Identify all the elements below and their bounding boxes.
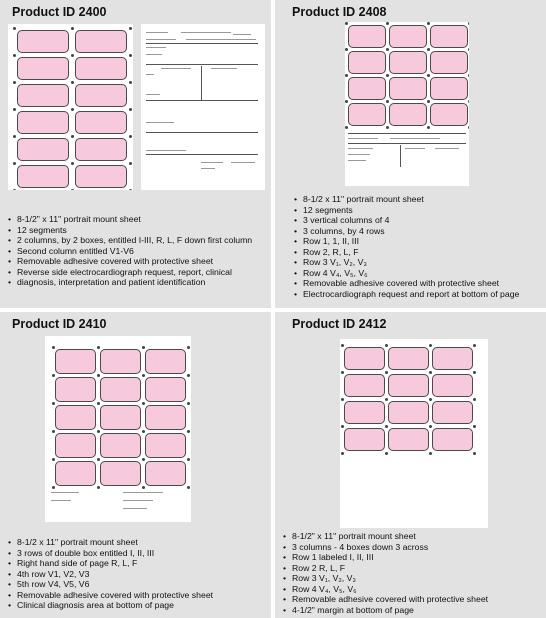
registration-mark xyxy=(386,100,389,103)
form-line xyxy=(186,39,256,40)
feature-item: • Clinical diagnosis area at bottom of page xyxy=(8,600,213,611)
registration-mark xyxy=(345,74,348,77)
registration-mark xyxy=(187,374,190,377)
registration-mark xyxy=(187,458,190,461)
registration-mark xyxy=(13,162,16,165)
registration-mark xyxy=(97,430,100,433)
mount-segment xyxy=(348,77,386,100)
form-line xyxy=(201,162,223,163)
feature-item: • 3 rows of double box entitled I, II, III xyxy=(8,548,213,559)
mount-segment xyxy=(55,349,96,374)
form-divider xyxy=(400,145,401,167)
mount-segment xyxy=(344,428,385,451)
registration-mark xyxy=(187,402,190,405)
feature-item: • Row 2, R, L, F xyxy=(294,247,519,258)
form-line xyxy=(161,68,191,69)
mount-segment xyxy=(75,57,127,80)
form-line xyxy=(146,39,176,40)
form-line xyxy=(390,138,440,139)
feature-item: • 8-1/2 x 11" portrait mount sheet xyxy=(8,537,213,548)
form-line xyxy=(146,122,174,123)
form-line xyxy=(123,492,163,493)
mount-segment xyxy=(344,374,385,397)
form-line xyxy=(405,148,425,149)
registration-mark xyxy=(97,374,100,377)
mount-segment xyxy=(389,25,427,48)
registration-mark xyxy=(468,74,469,77)
registration-mark xyxy=(13,27,16,30)
registration-mark xyxy=(468,22,469,25)
registration-mark xyxy=(473,398,476,401)
mount-segment xyxy=(432,428,473,451)
registration-mark xyxy=(345,22,348,25)
mount-segment xyxy=(55,433,96,458)
registration-mark xyxy=(429,371,432,374)
feature-item: • Removable adhesive covered with protective sheet xyxy=(294,278,519,289)
form-line xyxy=(231,162,255,163)
registration-mark xyxy=(341,452,344,455)
registration-mark xyxy=(142,374,145,377)
feature-item-continued: • diagnosis, interpretation and patient identification xyxy=(8,277,252,288)
registration-mark xyxy=(427,74,430,77)
form-line xyxy=(211,68,237,69)
registration-mark xyxy=(13,189,16,191)
registration-mark xyxy=(52,402,55,405)
registration-mark xyxy=(385,344,388,347)
mount-segment xyxy=(100,377,141,402)
registration-mark xyxy=(473,425,476,428)
mount-segment xyxy=(430,103,468,126)
registration-mark xyxy=(97,346,100,349)
product-title: Product ID 2412 xyxy=(292,317,387,331)
registration-mark xyxy=(142,346,145,349)
registration-mark xyxy=(71,54,74,57)
registration-mark xyxy=(71,81,74,84)
mount-segment xyxy=(388,374,429,397)
registration-mark xyxy=(385,398,388,401)
registration-mark xyxy=(52,486,55,489)
feature-item: • 8-1/2 x 11" portrait mount sheet xyxy=(294,194,519,205)
registration-mark xyxy=(129,135,132,138)
mount-segment xyxy=(17,165,69,188)
mount-segment xyxy=(145,405,186,430)
registration-mark xyxy=(386,48,389,51)
registration-mark xyxy=(386,74,389,77)
registration-mark xyxy=(386,22,389,25)
feature-item: • Reverse side electrocardiograph request, report, clinical xyxy=(8,267,252,278)
feature-item: • Row 4 V₄, V₅, V₆ xyxy=(283,584,488,595)
registration-mark xyxy=(129,189,132,191)
feature-item: • Row 1, 1, II, III xyxy=(294,236,519,247)
form-line xyxy=(146,54,162,55)
mount-segment xyxy=(75,111,127,134)
registration-mark xyxy=(187,346,190,349)
form-line xyxy=(348,138,378,139)
mount-segment xyxy=(75,138,127,161)
mount-segment xyxy=(55,461,96,486)
feature-item: • 4-1/2" margin at bottom of page xyxy=(283,605,488,616)
registration-mark xyxy=(13,81,16,84)
registration-mark xyxy=(427,22,430,25)
feature-item: • 2 columns, by 2 boxes, entitled I-III, R, L, F down first column xyxy=(8,235,252,246)
feature-list xyxy=(283,531,488,615)
registration-mark xyxy=(429,398,432,401)
mount-segment xyxy=(145,433,186,458)
registration-mark xyxy=(71,27,74,30)
registration-mark xyxy=(129,162,132,165)
registration-mark xyxy=(97,458,100,461)
mount-segment xyxy=(430,77,468,100)
feature-item: • Removable adhesive covered with protective sheet xyxy=(8,256,252,267)
registration-mark xyxy=(341,425,344,428)
feature-list xyxy=(294,194,519,299)
feature-item: • Removable adhesive covered with protective sheet xyxy=(8,590,213,601)
registration-mark xyxy=(468,126,469,129)
registration-mark xyxy=(97,486,100,489)
form-line xyxy=(51,500,71,501)
feature-item: • 8-1/2" x 11" portrait mount sheet xyxy=(8,214,252,225)
feature-item: • 12 segments xyxy=(8,225,252,236)
mount-segment xyxy=(55,377,96,402)
registration-mark xyxy=(142,486,145,489)
registration-mark xyxy=(129,27,132,30)
mount-segment xyxy=(145,349,186,374)
registration-mark xyxy=(71,135,74,138)
registration-mark xyxy=(341,344,344,347)
form-line xyxy=(181,32,231,33)
mount-segment xyxy=(388,428,429,451)
feature-item: • 3 vertical columns of 4 xyxy=(294,215,519,226)
form-rule xyxy=(146,64,258,65)
form-rule xyxy=(146,100,258,101)
mount-segment xyxy=(17,30,69,53)
registration-mark xyxy=(385,425,388,428)
form-rule xyxy=(146,154,258,155)
form-rule xyxy=(348,133,466,134)
mount-segment xyxy=(75,30,127,53)
form-rule xyxy=(348,143,466,144)
registration-mark xyxy=(427,126,430,129)
mount-segment xyxy=(432,374,473,397)
feature-item: • Second column entitled V1-V6 xyxy=(8,246,252,257)
registration-mark xyxy=(473,371,476,374)
registration-mark xyxy=(427,48,430,51)
registration-mark xyxy=(13,135,16,138)
registration-mark xyxy=(468,100,469,103)
form-line xyxy=(348,160,366,161)
registration-mark xyxy=(429,425,432,428)
mount-segment xyxy=(145,461,186,486)
product-title: Product ID 2400 xyxy=(12,5,107,19)
mount-segment xyxy=(388,401,429,424)
mount-segment xyxy=(348,103,386,126)
mount-segment xyxy=(432,347,473,370)
mount-segment xyxy=(55,405,96,430)
registration-mark xyxy=(129,54,132,57)
product-panel-2408 xyxy=(275,0,546,308)
mount-segment xyxy=(75,165,127,188)
feature-item: • Electrocardiograph request and report at bottom of page xyxy=(294,289,519,300)
feature-item: • Row 4 V₄, V₅, V₆ xyxy=(294,268,519,279)
registration-mark xyxy=(386,126,389,129)
registration-mark xyxy=(129,81,132,84)
form-line xyxy=(435,148,459,149)
mount-segment xyxy=(100,433,141,458)
registration-mark xyxy=(71,162,74,165)
registration-mark xyxy=(129,108,132,111)
registration-mark xyxy=(385,371,388,374)
registration-mark xyxy=(473,452,476,455)
form-line xyxy=(123,508,147,509)
feature-item: • 3 columns - 4 boxes down 3 across xyxy=(283,542,488,553)
mount-segment xyxy=(348,51,386,74)
registration-mark xyxy=(52,430,55,433)
registration-mark xyxy=(427,100,430,103)
registration-mark xyxy=(429,344,432,347)
form-line xyxy=(233,34,251,35)
registration-mark xyxy=(187,430,190,433)
form-rule xyxy=(146,43,258,44)
product-panel-2400 xyxy=(0,0,271,308)
feature-item: • 5th row V4, V5, V6 xyxy=(8,579,213,590)
product-title: Product ID 2408 xyxy=(292,5,387,19)
mount-segment xyxy=(145,377,186,402)
mount-segment xyxy=(389,51,427,74)
mount-segment xyxy=(430,25,468,48)
registration-mark xyxy=(71,189,74,191)
registration-mark xyxy=(473,344,476,347)
feature-item: • 3 columns, by 4 rows xyxy=(294,226,519,237)
registration-mark xyxy=(345,48,348,51)
mount-sheet-reverse-request-form xyxy=(141,24,265,190)
mount-segment xyxy=(75,84,127,107)
form-line xyxy=(123,500,153,501)
feature-item: • 8-1/2" x 11" portrait mount sheet xyxy=(283,531,488,542)
form-rule xyxy=(146,132,258,133)
form-line xyxy=(348,154,370,155)
feature-item: • Row 3 V₁, V₂, V₃ xyxy=(283,573,488,584)
feature-item: • 4th row V1, V2, V3 xyxy=(8,569,213,580)
registration-mark xyxy=(13,108,16,111)
registration-mark xyxy=(187,486,190,489)
mount-sheet xyxy=(45,336,191,522)
form-divider xyxy=(201,66,202,100)
mount-sheet-front xyxy=(8,24,133,190)
mount-segment xyxy=(17,84,69,107)
mount-segment xyxy=(430,51,468,74)
mount-segment xyxy=(389,103,427,126)
feature-item: • Row 2 R, L, F xyxy=(283,563,488,574)
registration-mark xyxy=(97,402,100,405)
feature-item: • Row 3 V₁, V₂, V₃ xyxy=(294,257,519,268)
registration-mark xyxy=(52,458,55,461)
form-line xyxy=(146,150,186,151)
form-line xyxy=(348,148,373,149)
mount-segment xyxy=(17,111,69,134)
feature-list xyxy=(8,214,252,288)
form-line xyxy=(146,74,154,75)
registration-mark xyxy=(142,402,145,405)
registration-mark xyxy=(52,374,55,377)
mount-segment xyxy=(100,349,141,374)
registration-mark xyxy=(142,458,145,461)
feature-item: • 12 segments xyxy=(294,205,519,216)
registration-mark xyxy=(71,108,74,111)
form-line xyxy=(146,94,160,95)
registration-mark xyxy=(468,48,469,51)
mount-segment xyxy=(100,405,141,430)
mount-segment xyxy=(17,57,69,80)
registration-mark xyxy=(345,100,348,103)
product-panel-2410 xyxy=(0,312,271,618)
feature-item: • Removable adhesive covered with protective sheet xyxy=(283,594,488,605)
mount-segment xyxy=(388,347,429,370)
registration-mark xyxy=(341,398,344,401)
mount-segment xyxy=(432,401,473,424)
form-line xyxy=(201,168,215,169)
mount-segment xyxy=(344,401,385,424)
mount-sheet xyxy=(345,22,469,186)
mount-segment xyxy=(348,25,386,48)
registration-mark xyxy=(429,452,432,455)
registration-mark xyxy=(142,430,145,433)
registration-mark xyxy=(345,126,348,129)
form-line xyxy=(146,47,166,48)
feature-item: • Right hand side of page R, L, F xyxy=(8,558,213,569)
registration-mark xyxy=(13,54,16,57)
mount-segment xyxy=(389,77,427,100)
mount-segment xyxy=(344,347,385,370)
mount-segment xyxy=(100,461,141,486)
feature-list xyxy=(8,537,213,611)
form-line xyxy=(51,492,79,493)
product-title: Product ID 2410 xyxy=(12,317,107,331)
mount-sheet xyxy=(340,339,488,528)
feature-item: • Row 1 labeled I, II, III xyxy=(283,552,488,563)
registration-mark xyxy=(52,346,55,349)
registration-mark xyxy=(341,371,344,374)
product-panel-2412 xyxy=(275,312,546,618)
registration-mark xyxy=(385,452,388,455)
mount-segment xyxy=(17,138,69,161)
form-line xyxy=(146,32,168,33)
